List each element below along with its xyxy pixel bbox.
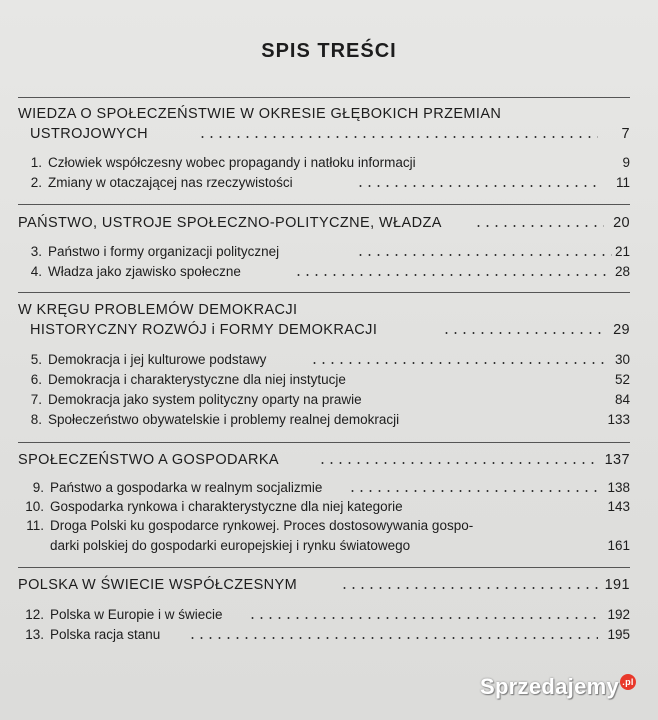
section-divider [18, 442, 630, 443]
section-heading [18, 575, 630, 595]
entry-title-continued: darki polskiej do gospodarki europejskiej i rynku światowego [50, 538, 411, 553]
watermark-badge: .pl [620, 674, 636, 690]
section-page-number: 7 [621, 126, 630, 142]
section-title-continued: HISTORYCZNY ROZWÓJ i FORMY DEMOKRACJI [30, 322, 378, 338]
entry-number: 7. [30, 392, 42, 407]
entry-number: 12. [25, 607, 44, 622]
toc-entry [18, 605, 630, 625]
section-heading [18, 104, 630, 124]
toc-entry-continued [18, 536, 630, 556]
entry-page-number: 192 [607, 607, 630, 622]
watermark-text: Sprzedajemy [479, 674, 619, 699]
toc-entry [18, 516, 630, 536]
entry-page-number: 84 [614, 392, 630, 407]
section-title: WIEDZA O SPOŁECZEŃSTWIE W OKRESIE GŁĘBOKICH PRZEMIAN [18, 106, 502, 122]
entry-title: Demokracja i charakterystyczne dla niej instytucje [48, 372, 346, 387]
section-heading [18, 213, 630, 233]
section-title: W KRĘGU PROBLEMÓW DEMOKRACJI [18, 302, 298, 318]
dot-leader [442, 332, 604, 334]
section-page-number: 20 [613, 215, 630, 231]
toc-entry [18, 410, 630, 430]
entry-page-number: 143 [607, 499, 630, 514]
dot-leader [474, 225, 604, 227]
entry-title: Polska w Europie i w świecie [50, 607, 223, 622]
entry-number: 9. [32, 480, 44, 495]
entry-title: Państwo a gospodarka w realnym socjalizmie [50, 480, 323, 495]
section-page-number: 137 [604, 452, 630, 468]
entry-page-number: 9 [622, 155, 630, 170]
entry-number: 4. [30, 264, 42, 279]
dot-leader [348, 490, 598, 492]
section-heading [18, 300, 630, 320]
entry-title: Droga Polski ku gospodarce rynkowej. Proces dostosowywania gospo- [50, 518, 474, 533]
toc-entry [18, 262, 630, 282]
entry-number: 6. [30, 372, 42, 387]
dot-leader [188, 637, 598, 639]
dot-leader [248, 617, 598, 619]
toc-entry [18, 390, 630, 410]
entry-number: 3. [30, 244, 42, 259]
section-divider [18, 97, 630, 98]
section-page-number: 29 [613, 322, 630, 338]
section-title: POLSKA W ŚWIECIE WSPÓŁCZESNYM [18, 577, 298, 593]
entry-title: Społeczeństwo obywatelskie i problemy realnej demokracji [48, 412, 400, 427]
section-heading [18, 450, 630, 470]
entry-page-number: 11 [615, 175, 630, 190]
watermark-logo [480, 674, 636, 700]
entry-title: Państwo i formy organizacji politycznej [48, 244, 280, 259]
section-divider [18, 292, 630, 293]
entry-page-number: 28 [614, 264, 630, 279]
toc-entry [18, 153, 630, 173]
dot-leader [318, 462, 600, 464]
dot-leader [356, 185, 602, 187]
section-divider [18, 204, 630, 205]
toc-entry [18, 242, 630, 262]
section-page-number: 191 [604, 577, 630, 593]
entry-number: 11. [26, 518, 44, 533]
dot-leader [340, 587, 600, 589]
page-title: SPIS TREŚCI [261, 40, 397, 62]
entry-number: 2. [30, 175, 42, 190]
toc-entry [18, 497, 630, 517]
entry-title: Zmiany w otaczającej nas rzeczywistości [48, 175, 293, 190]
section-heading-continued [18, 320, 630, 340]
entry-title: Gospodarka rynkowa i charakterystyczne dla niej kategorie [50, 499, 403, 514]
entry-page-number: 30 [614, 352, 630, 367]
entry-title: Władza jako zjawisko społeczne [48, 264, 241, 279]
entry-title: Demokracja jako system polityczny oparty na prawie [48, 392, 362, 407]
entry-number: 13. [25, 627, 44, 642]
dot-leader [294, 274, 612, 276]
section-title: PAŃSTWO, USTROJE SPOŁECZNO-POLITYCZNE, WŁADZA [18, 215, 442, 231]
entry-number: 10. [25, 499, 44, 514]
entry-page-number: 195 [607, 627, 630, 642]
entry-number: 8. [30, 412, 42, 427]
toc-entry [18, 350, 630, 370]
entry-title: Człowiek współczesny wobec propagandy i natłoku informacji [48, 155, 416, 170]
entry-number: 1. [30, 155, 42, 170]
entry-page-number: 138 [607, 480, 630, 495]
entry-page-number: 21 [614, 244, 630, 259]
toc-entry [18, 625, 630, 645]
entry-page-number: 133 [607, 412, 630, 427]
dot-leader [310, 362, 604, 364]
dot-leader [198, 136, 598, 138]
section-title-continued: USTROJOWYCH [30, 126, 148, 142]
entry-title: Demokracja i jej kulturowe podstawy [48, 352, 267, 367]
section-divider [18, 567, 630, 568]
toc-entry [18, 370, 630, 390]
toc-entry [18, 173, 630, 193]
section-heading-continued [18, 124, 630, 144]
entry-page-number: 161 [607, 538, 630, 553]
entry-page-number: 52 [614, 372, 630, 387]
section-title: SPOŁECZEŃSTWO A GOSPODARKA [18, 452, 279, 468]
entry-title: Polska racja stanu [50, 627, 161, 642]
entry-number: 5. [30, 352, 42, 367]
dot-leader [356, 254, 612, 256]
toc-entry [18, 478, 630, 498]
